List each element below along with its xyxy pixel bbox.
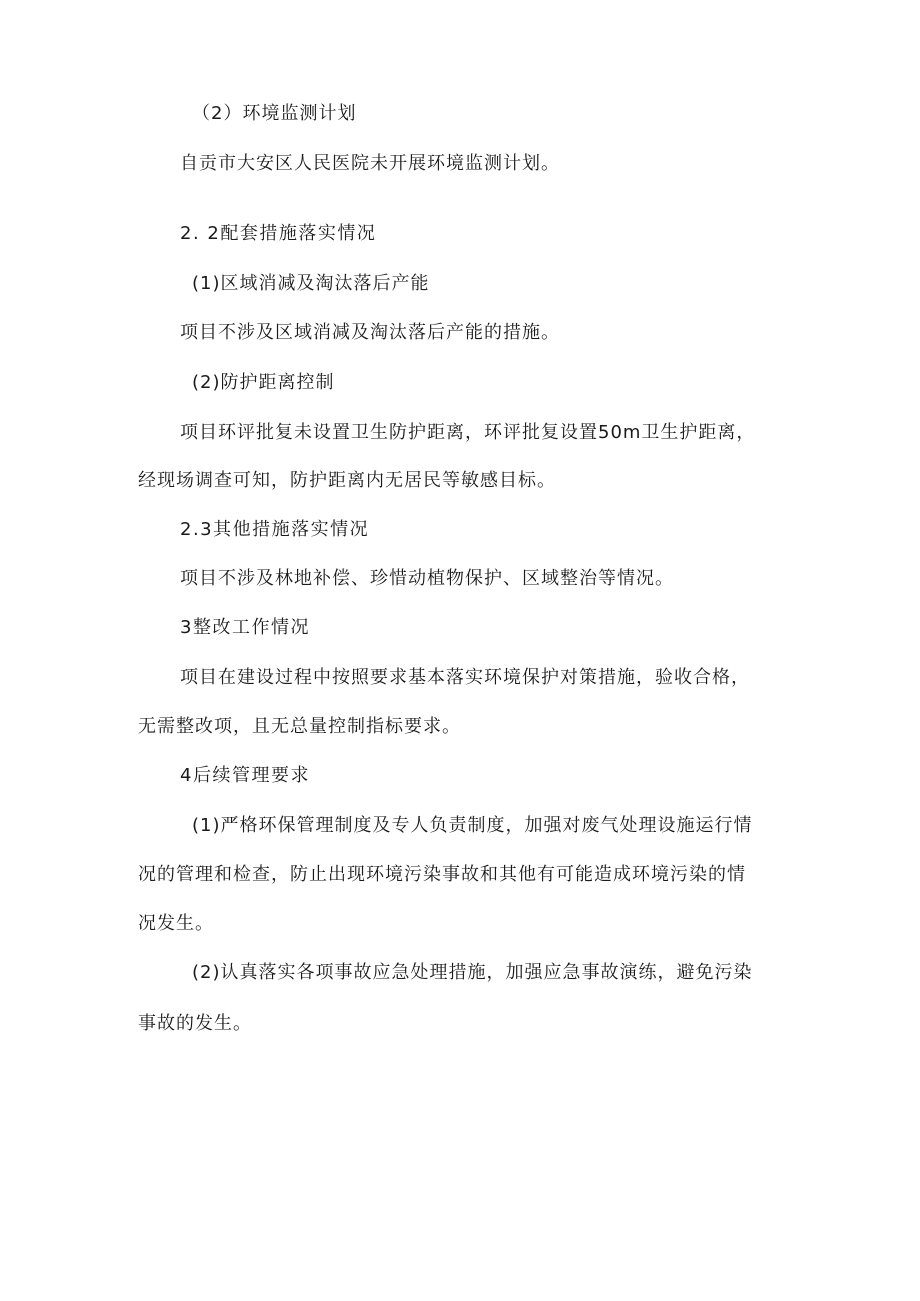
subsection-heading-regional-reduction: (1)区域消减及淘汰落后产能 (192, 273, 430, 294)
section-heading-2-3: 2.3其他措施落实情况 (180, 519, 370, 540)
paragraph-requirement-2-line-2: 事故的发生。 (138, 1013, 252, 1034)
subsection-heading-monitoring-plan: （2）环境监测计划 (192, 103, 357, 124)
section-heading-4: 4后续管理要求 (180, 765, 310, 786)
paragraph-protection-distance-line-1: 项目环评批复未设置卫生防护距离，环评批复设置50m卫生护距离， (180, 422, 756, 443)
paragraph-requirement-2-line-1: (2)认真落实各项事故应急处理措施，加强应急事故演练，避免污染 (192, 962, 753, 983)
section-heading-3: 3整改工作情况 (180, 617, 310, 638)
paragraph-other-measures: 项目不涉及林地补偿、珍惜动植物保护、区域整治等情况。 (180, 568, 674, 589)
paragraph-rectification-line-2: 无需整改项，且无总量控制指标要求。 (138, 716, 461, 737)
paragraph-requirement-1-line-1: (1)严格环保管理制度及专人负责制度，加强对废气处理设施运行情 (192, 815, 753, 836)
paragraph-rectification-line-1: 项目在建设过程中按照要求基本落实环境保护对策措施，验收合格， (180, 667, 750, 688)
paragraph-requirement-1-line-3: 况发生。 (138, 913, 214, 934)
subsection-heading-protection-distance: (2)防护距离控制 (192, 372, 335, 393)
section-heading-2-2: 2. 2配套措施落实情况 (180, 223, 377, 244)
paragraph-monitoring-plan: 自贡市大安区人民医院未开展环境监测计划。 (180, 153, 560, 174)
paragraph-protection-distance-line-2: 经现场调查可知，防护距离内无居民等敏感目标。 (138, 470, 556, 491)
paragraph-requirement-1-line-2: 况的管理和检查，防止出现环境污染事故和其他有可能造成环境污染的情 (138, 864, 746, 885)
paragraph-regional-reduction: 项目不涉及区域消减及淘汰落后产能的措施。 (180, 322, 560, 343)
